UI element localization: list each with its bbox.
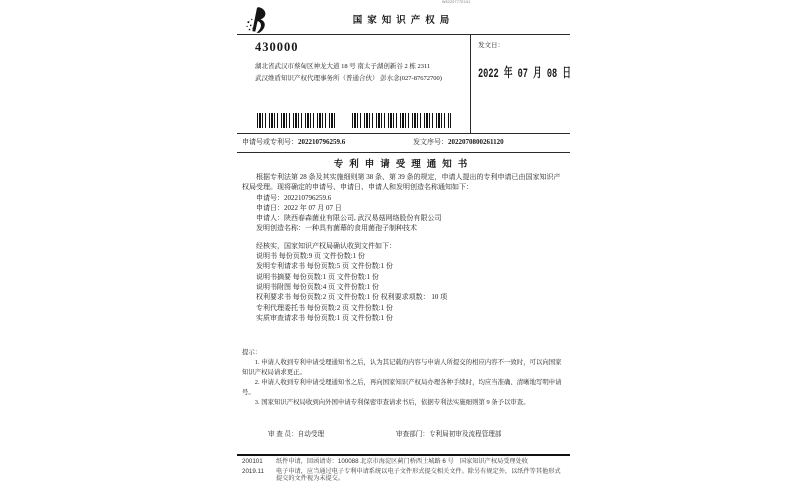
recipient-agency: 武汉维盾知识产权代理事务所（普通合伙） 彭水念(027-87672700) bbox=[255, 75, 442, 82]
notice-title: 专利申请受理通知书 bbox=[333, 160, 474, 170]
footer-code: 200101 bbox=[242, 458, 263, 465]
footer-text: 纸件申请，回函请寄：100088 北京市海淀区蓟门桥西土城路 6 号 国家知识产权局受理处收 bbox=[276, 458, 528, 465]
document-page bbox=[237, 0, 570, 500]
header-rule bbox=[237, 34, 570, 35]
document-item: 发明专利请求书 每份页数:5 页 文件份数:1 份 bbox=[256, 262, 393, 271]
notes-label: 提示： bbox=[242, 349, 262, 356]
examiner-field bbox=[268, 428, 324, 438]
issue-date-block bbox=[478, 40, 572, 82]
footer-code: 2019.11 bbox=[242, 467, 264, 475]
document-item: 权利要求书 每份页数:2 页 文件份数:1 份 权利要求项数： 10 项 bbox=[256, 293, 448, 302]
note-item: 2. 申请人收到专利申请受理通知书之后，再向国家知识产权局办理各种手续时，均应当准确、清晰地写明申请号。 bbox=[242, 379, 562, 396]
field-applicant: 申请人：陕西春森菌业有限公司, 武汉易菇网络股份有限公司 bbox=[256, 214, 442, 223]
field-invention-name: 发明创造名称：一种具有菌幕的食用菌孢子制种技术 bbox=[256, 224, 417, 233]
recipient-address: 湖北省武汉市蔡甸区神龙大道 18 号 南太子湖创新谷 2 栋 2311 bbox=[255, 63, 431, 70]
footer bbox=[242, 458, 566, 485]
document-item: 说明书摘要 每份页数:1 页 文件份数:1 份 bbox=[256, 272, 379, 281]
issue-date-value: 2022 年 07 月 08 日 bbox=[478, 66, 572, 82]
note-item: 3. 国家知识产权局收到向外国申请专利保密审查请求书后，依据专利法实施细则第 9 条予以审查。 bbox=[254, 399, 530, 406]
examiner-label: 审 查 员： bbox=[268, 431, 298, 438]
divider-rule bbox=[470, 34, 471, 133]
application-number bbox=[242, 137, 345, 147]
issue-date-label: 发文日： bbox=[478, 42, 504, 49]
field-application-number: 申请号：202210796259.6 bbox=[256, 193, 332, 202]
footer-text: 电子申请，应当通过电子专利申请系统以电子文件形式提交相关文件。除另有规定外，以纸件等其他形式提交的文件视为未提交。 bbox=[276, 467, 561, 483]
document-code: W5220777E101 bbox=[442, 0, 471, 5]
application-number-value: 202210796259.6 bbox=[298, 138, 346, 146]
note-item: 1. 申请人收到专利申请受理通知书之后，认为其记载的内容与申请人所提交的相应内容不一致时，可以向国家知识产权局请求更正。 bbox=[242, 359, 562, 376]
numbers-rule bbox=[237, 152, 570, 153]
agency-title: 国家知识产权局 bbox=[352, 16, 455, 26]
department-field bbox=[396, 428, 502, 438]
serial-number bbox=[413, 137, 504, 147]
department-label: 审查部门： bbox=[396, 431, 429, 438]
confirm-line: 经核实，国家知识产权局确认收到文件如下： bbox=[256, 241, 396, 250]
examiner-value: 自动受理 bbox=[297, 431, 325, 438]
footer-row-paper bbox=[242, 458, 566, 466]
notice-body bbox=[242, 172, 566, 323]
notes-section bbox=[242, 348, 566, 408]
serial-number-value: 2022070800261120 bbox=[448, 138, 504, 146]
barcode-left bbox=[257, 113, 337, 128]
department-value: 专利局初审及流程管理部 bbox=[428, 431, 502, 438]
recipient-block bbox=[255, 40, 465, 85]
footer-rule bbox=[237, 454, 570, 456]
application-number-label: 申请号或专利号： bbox=[242, 138, 298, 146]
intro-paragraph: 根据专利法第 28 条及其实施细则第 38 条、第 39 条的规定，申请人提出的专利申请已由国家知识产权局受理。现将确定的申请号、申请日、申请人和发明创造名称通知如下： bbox=[242, 173, 561, 192]
document-item: 专利代理委托书 每份页数:2 页 文件份数:1 份 bbox=[256, 303, 393, 312]
serial-number-label: 发文序号： bbox=[413, 138, 448, 146]
field-application-date: 申请日：2022 年 07 月 07 日 bbox=[256, 203, 342, 212]
document-item: 说明书 每份页数:9 页 文件份数:1 份 bbox=[256, 252, 365, 261]
footer-row-electronic bbox=[242, 468, 566, 483]
document-item: 说明书附图 每份页数:4 页 文件份数:1 份 bbox=[256, 282, 379, 291]
postcode: 430000 bbox=[255, 40, 299, 54]
barcode-rule bbox=[237, 133, 570, 134]
barcode-right bbox=[352, 113, 451, 128]
document-item: 实质审查请求书 每份页数:1 页 文件份数:1 份 bbox=[256, 313, 393, 322]
